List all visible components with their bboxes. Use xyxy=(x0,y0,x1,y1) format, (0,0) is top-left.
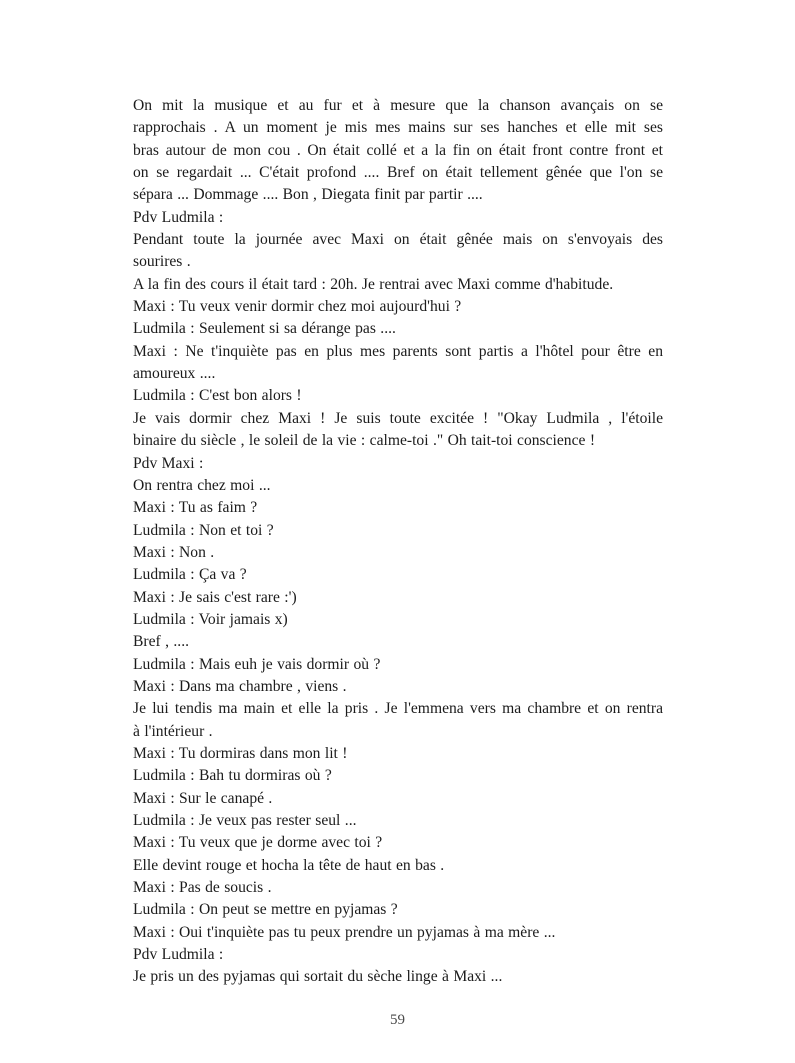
text-line: sépara ... Dommage .... Bon , Diegata finit par partir .... xyxy=(133,186,483,204)
text-line: Ludmila : Bah tu dormiras où ? xyxy=(133,767,332,785)
text-line: Maxi : Tu as faim ? xyxy=(133,499,258,517)
text-line: On rentra chez moi ... xyxy=(133,476,271,494)
page-number: 59 xyxy=(390,1012,405,1028)
text-line: Ludmila : Ça va ? xyxy=(133,566,247,584)
text-line: Ludmila : Je veux pas rester seul ... xyxy=(133,812,357,829)
text-line: Pdv Ludmila : xyxy=(133,208,224,226)
text-line: Maxi : Je sais c'est rare :') xyxy=(133,588,297,606)
text-line: Maxi : Ne t'inquiète pas en plus mes parents sont partis a l'hôtel pour être en xyxy=(133,342,663,360)
text-line: Je lui tendis ma main et elle la pris . Je l'emmena vers ma chambre et on rentra xyxy=(133,700,663,718)
text-line: On mit la musique et au fur et à mesure que la chanson avançais on se xyxy=(133,97,663,114)
text-line: Maxi : Pas de soucis . xyxy=(133,879,272,897)
text-line: Maxi : Oui t'inquiète pas tu peux prendre un pyjamas à ma mère ... xyxy=(133,923,556,941)
text-line: Maxi : Tu veux venir dormir chez moi aujourd'hui ? xyxy=(133,298,462,316)
text-line: Bref , .... xyxy=(133,633,189,651)
text-line: Maxi : Tu veux que je dorme avec toi ? xyxy=(133,834,383,852)
text-line: Ludmila : Mais euh je vais dormir où ? xyxy=(133,655,381,673)
text-line: Je pris un des pyjamas qui sortait du sèche linge à Maxi ... xyxy=(133,968,503,986)
text-line: sourires . xyxy=(133,253,191,271)
text-line: binaire du siècle , le soleil de la vie : calme-toi ." Oh tait-toi conscience ! xyxy=(133,432,596,450)
text-line: Ludmila : On peut se mettre en pyjamas ? xyxy=(133,901,398,919)
text-line: on se regardait ... C'était profond .... Bref on était tellement gênée que l'on se xyxy=(133,164,663,182)
text-line: A la fin des cours il était tard : 20h. Je rentrai avec Maxi comme d'habitude. xyxy=(133,275,614,293)
text-line: Maxi : Non . xyxy=(133,543,215,561)
text-line: Maxi : Sur le canapé . xyxy=(133,789,273,807)
text-line: bras autour de mon cou . On était collé et a la fin on était front contre front et xyxy=(133,141,663,159)
text-line: Elle devint rouge et hocha la tête de haut en bas . xyxy=(133,856,445,874)
text-line: Pendant toute la journée avec Maxi on était gênée mais on s'envoyais des xyxy=(133,231,663,249)
text-block xyxy=(133,95,663,989)
text-line: Je vais dormir chez Maxi ! Je suis toute excitée ! "Okay Ludmila , l'étoile xyxy=(133,409,663,427)
text-line: à l'intérieur . xyxy=(133,722,213,740)
text-line: Ludmila : Seulement si sa dérange pas .... xyxy=(133,320,396,338)
text-line: Maxi : Tu dormiras dans mon lit ! xyxy=(133,744,348,762)
text-line: Ludmila : Voir jamais x) xyxy=(133,610,288,628)
text-line: Pdv Maxi : xyxy=(133,454,204,472)
text-line: Ludmila : Non et toi ? xyxy=(133,521,274,539)
text-line: Ludmila : C'est bon alors ! xyxy=(133,387,302,405)
text-line: amoureux .... xyxy=(133,365,216,383)
text-line: Pdv Ludmila : xyxy=(133,946,224,964)
text-line: Maxi : Dans ma chambre , viens . xyxy=(133,677,347,695)
text-line: rapprochais . A un moment je mis mes mains sur ses hanches et elle mit ses xyxy=(133,119,663,137)
